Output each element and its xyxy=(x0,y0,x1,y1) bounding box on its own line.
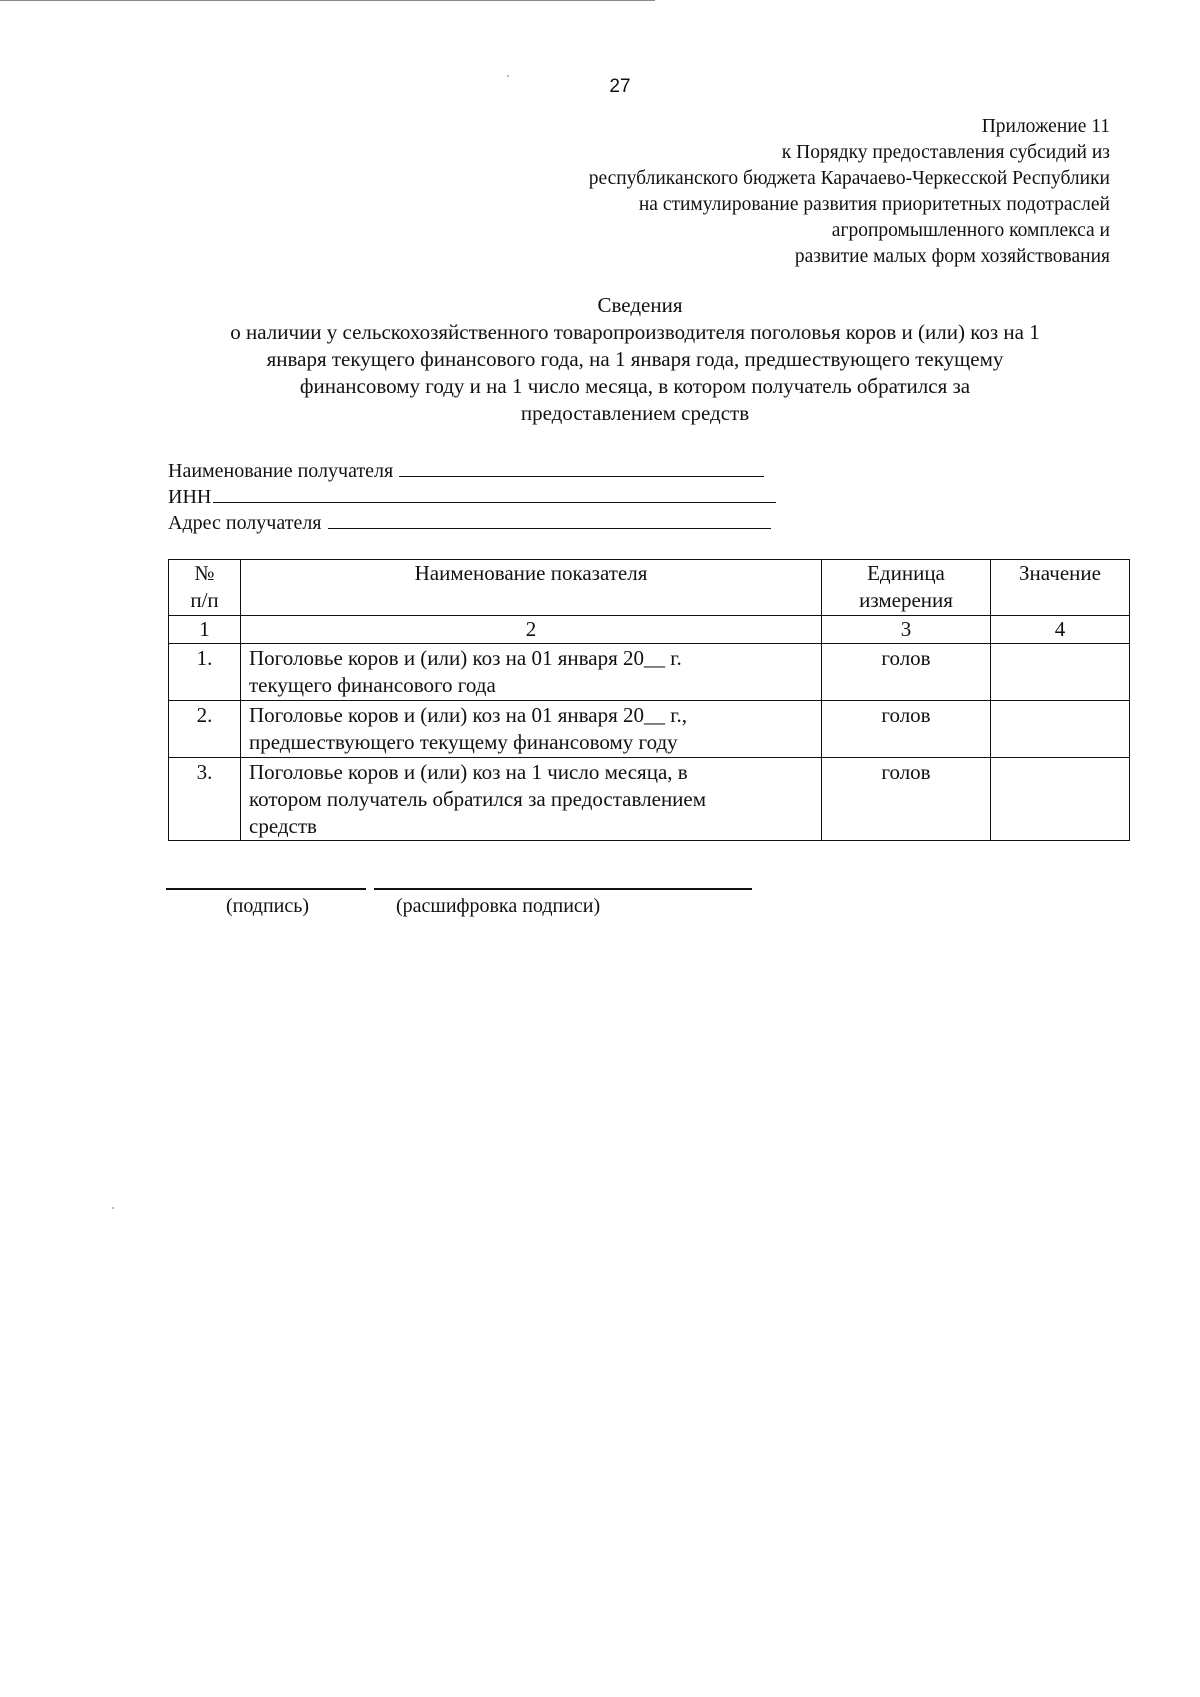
row-unit: голов xyxy=(822,701,991,758)
appendix-line: Приложение 11 xyxy=(981,116,1110,137)
table-header-row xyxy=(169,560,1130,616)
row-name-line: Поголовье коров и (или) коз на 01 января 20__ г., xyxy=(249,703,688,727)
subtitle-line: финансовому году и на 1 число месяца, в котором получатель обратился за xyxy=(299,374,971,398)
appendix-line: республиканского бюджета Карачаево-Черкесской Республики xyxy=(588,168,1110,189)
appendix-line: развитие малых форм хозяйствования xyxy=(794,246,1110,267)
row-value-cell[interactable] xyxy=(991,644,1130,701)
table-row xyxy=(169,701,1130,758)
document-subtitle xyxy=(150,319,1120,427)
inn-field[interactable] xyxy=(213,484,776,503)
row-name-line: текущего финансового года xyxy=(249,673,496,697)
header-num xyxy=(169,560,241,616)
inn-label: ИНН xyxy=(168,486,212,508)
header-unit xyxy=(822,560,991,616)
row-name-line: средств xyxy=(249,814,317,838)
page-number: 27 xyxy=(609,76,631,97)
column-index: 4 xyxy=(991,616,1130,644)
appendix-line: к Порядку предоставления субсидий из xyxy=(781,142,1110,163)
header-value: Значение xyxy=(991,560,1130,616)
appendix-header xyxy=(410,114,1110,270)
header-name: Наименование показателя xyxy=(241,560,822,616)
row-name xyxy=(241,644,822,701)
row-value-cell[interactable] xyxy=(991,758,1130,841)
address-row xyxy=(168,510,808,536)
recipient-name-field[interactable] xyxy=(399,458,764,477)
row-name xyxy=(241,758,822,841)
appendix-line: агропромышленного комплекса и xyxy=(831,220,1110,241)
row-name-line: Поголовье коров и (или) коз на 1 число месяца, в xyxy=(249,760,688,784)
row-unit: голов xyxy=(822,644,991,701)
appendix-line: на стимулирование развития приоритетных подотраслей xyxy=(638,194,1110,215)
inn-row xyxy=(168,484,808,510)
row-num: 3. xyxy=(169,758,241,841)
row-name-line: предшествующего текущему финансовому году xyxy=(249,730,678,754)
indicators-table xyxy=(168,559,1130,841)
signature-decoding-field[interactable] xyxy=(374,888,752,890)
header-num-line: п/п xyxy=(190,588,219,612)
table-row xyxy=(169,758,1130,841)
row-unit: голов xyxy=(822,758,991,841)
signature-field[interactable] xyxy=(166,888,366,890)
document-title: Сведения xyxy=(597,293,683,317)
column-index: 2 xyxy=(241,616,822,644)
scan-speck xyxy=(507,75,509,77)
row-value-cell[interactable] xyxy=(991,701,1130,758)
address-field[interactable] xyxy=(328,510,771,529)
row-name xyxy=(241,701,822,758)
column-index-row xyxy=(169,616,1130,644)
subtitle-line: предоставлением средств xyxy=(520,401,750,425)
row-num: 1. xyxy=(169,644,241,701)
scan-speck xyxy=(112,1207,114,1209)
header-unit-line: Единица xyxy=(867,561,945,585)
header-num-line: № xyxy=(194,561,215,585)
scan-edge-line xyxy=(0,0,655,1)
address-label: Адрес получателя xyxy=(168,512,322,534)
row-name-line: Поголовье коров и (или) коз на 01 января 20__ г. xyxy=(249,646,682,670)
row-num: 2. xyxy=(169,701,241,758)
recipient-name-row xyxy=(168,458,808,484)
header-unit-line: измерения xyxy=(859,588,953,612)
signature-decoding-label: (расшифровка подписи) xyxy=(396,895,601,917)
column-index: 3 xyxy=(822,616,991,644)
table-row xyxy=(169,644,1130,701)
subtitle-line: января текущего финансового года, на 1 января года, предшествующего текущему xyxy=(266,347,1004,371)
column-index: 1 xyxy=(169,616,241,644)
subtitle-line: о наличии у сельскохозяйственного товаропроизводителя поголовья коров и (или) коз на 1 xyxy=(230,320,1040,344)
signature-label: (подпись) xyxy=(226,895,310,917)
recipient-name-label: Наименование получателя xyxy=(168,460,394,482)
recipient-fields xyxy=(168,458,808,536)
row-name-line: котором получатель обратился за предоставлением xyxy=(249,787,707,811)
